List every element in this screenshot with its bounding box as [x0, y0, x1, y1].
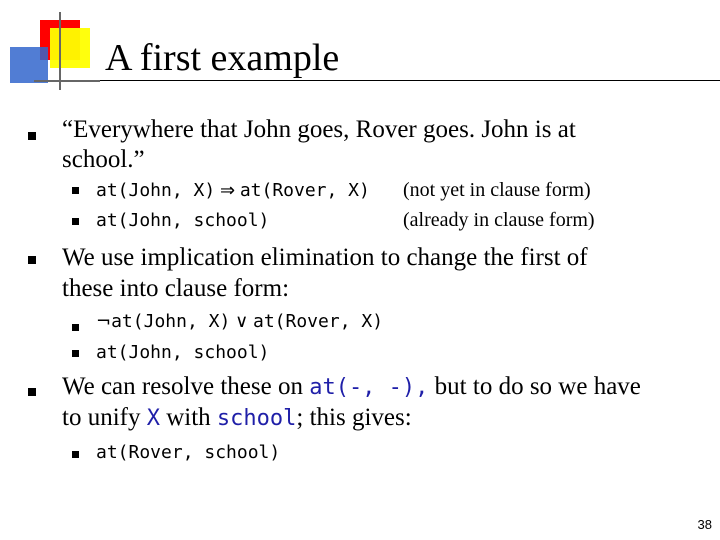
- or-symbol: ∨: [235, 311, 249, 332]
- text-fragment: to unify: [62, 404, 147, 431]
- code-at-john-x: at(John, X): [96, 180, 216, 201]
- title-underline: [100, 80, 720, 81]
- bullet-2-line-2: these into clause form:: [62, 275, 290, 302]
- text-fragment: ; this gives:: [296, 404, 412, 431]
- sub-bullet-marker: [72, 451, 79, 458]
- code-x: X: [146, 406, 160, 431]
- yellow-square: [50, 28, 90, 68]
- bullet-marker: [28, 388, 36, 396]
- bullet-marker: [28, 256, 36, 264]
- page-number: 38: [697, 517, 712, 532]
- text-fragment: with: [159, 404, 217, 431]
- bullet-1-line-2: school.”: [62, 146, 145, 173]
- sub-bullet-marker: [72, 218, 79, 225]
- negation-symbol: ¬: [96, 311, 112, 332]
- bullet-3-line-2: [62, 402, 412, 434]
- text-fragment: We can resolve these on: [62, 373, 310, 400]
- sub-bullet-marker: [72, 350, 79, 357]
- implies-symbol: ⇒: [219, 180, 236, 201]
- text-fragment: but to do so we have: [428, 373, 641, 400]
- note-not-clause-form: (not yet in clause form): [403, 179, 591, 201]
- code-at-rover-x: at(Rover, X): [239, 180, 370, 201]
- blue-square: [10, 47, 48, 83]
- code-at-john-x: at(John, X): [111, 311, 231, 332]
- sub-bullet-marker: [72, 324, 79, 331]
- code-at-rover-x: at(Rover, X): [253, 311, 384, 332]
- sub-bullet-marker: [72, 187, 79, 194]
- code-at-john-school: at(John, school): [96, 210, 270, 231]
- bullet-1-line-1: “Everywhere that John goes, Rover goes. John is at: [62, 116, 576, 143]
- code-school: school: [216, 406, 297, 431]
- bullet-3-line-1: [62, 371, 641, 403]
- note-already-clause-form: (already in clause form): [403, 209, 595, 231]
- slide-title: A first example: [105, 37, 340, 79]
- decoration-horizontal-line: [34, 80, 100, 82]
- bullet-2-line-1: We use implication elimination to change the first of: [62, 244, 588, 271]
- sub-bullet-1-1: [96, 179, 370, 203]
- sub-bullet-2-1: [96, 310, 383, 334]
- bullet-marker: [28, 132, 36, 140]
- code-at-rover-school: at(Rover, school): [96, 442, 281, 463]
- title-decoration-logo: [0, 0, 110, 95]
- code-at-dash-dash: at(-, -),: [309, 375, 429, 400]
- code-at-john-school: at(John, school): [96, 342, 270, 363]
- decoration-vertical-line: [59, 12, 61, 90]
